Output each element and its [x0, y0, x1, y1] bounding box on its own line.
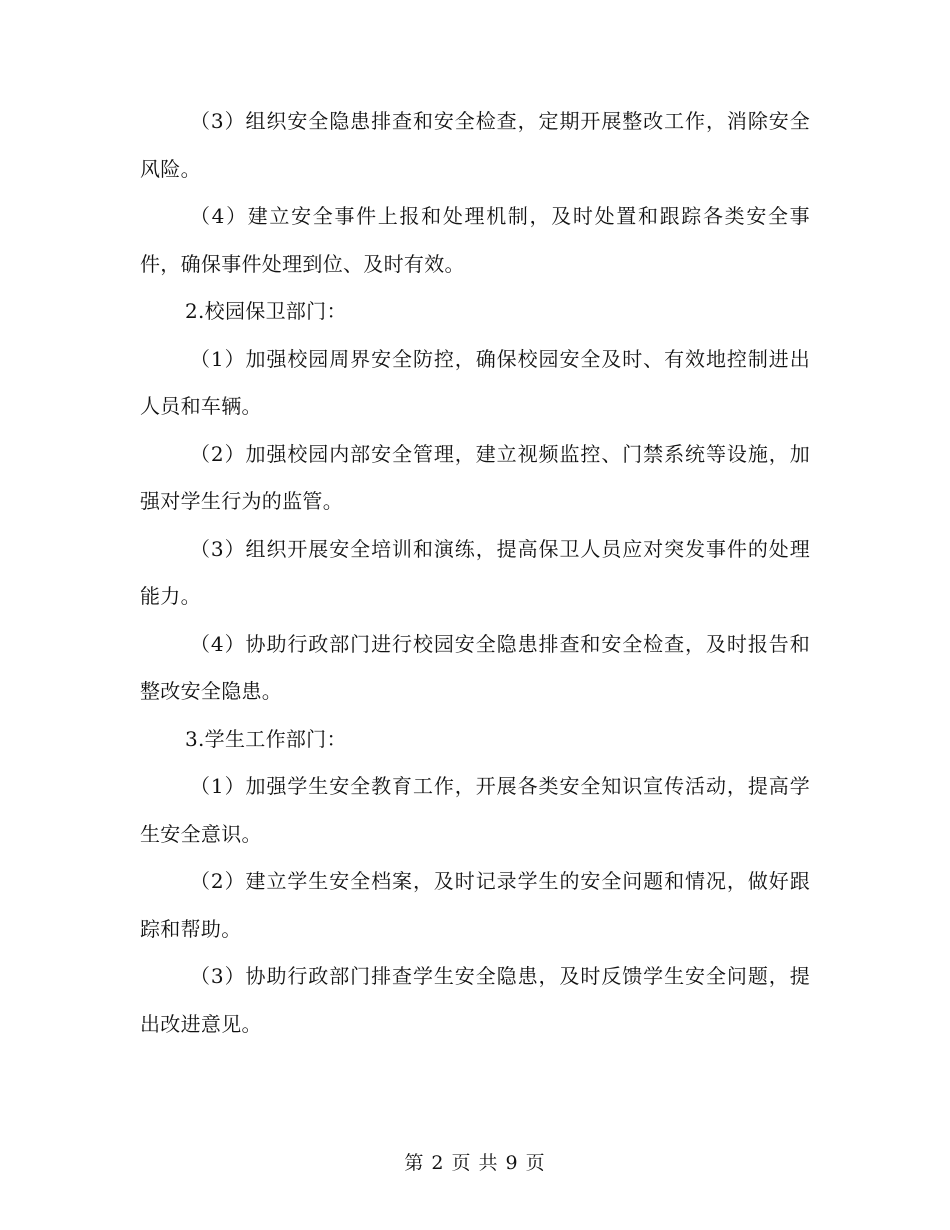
paragraph-security-item-2: （2）加强校园内部安全管理，建立视频监控、门禁系统等设施，加强对学生行为的监管。: [140, 441, 810, 513]
paragraph-security-item-1: （1）加强校园周界安全防控，确保校园安全及时、有效地控制进出人员和车辆。: [140, 346, 810, 418]
section-heading-security-dept: 2.校园保卫部门：: [185, 299, 347, 323]
page-number-footer: 第 2 页 共 9 页: [404, 1152, 546, 1174]
paragraph-student-item-1: （1）加强学生安全教育工作，开展各类安全知识宣传活动，提高学生安全意识。: [140, 774, 810, 846]
paragraph-student-item-2: （2）建立学生安全档案，及时记录学生的安全问题和情况，做好跟踪和帮助。: [140, 869, 810, 941]
paragraph-student-item-3: （3）协助行政部门排查学生安全隐患，及时反馈学生安全问题，提出改进意见。: [140, 964, 810, 1036]
document-body: [140, 98, 810, 1048]
paragraph-item-4-incident-reporting: （4）建立安全事件上报和处理机制，及时处置和跟踪各类安全事件，确保事件处理到位、及时有效。: [140, 204, 810, 276]
paragraph-security-item-4: （4）协助行政部门进行校园安全隐患排查和安全检查，及时报告和整改安全隐患。: [140, 631, 810, 703]
section-heading-student-affairs: 3.学生工作部门：: [185, 726, 347, 751]
paragraph-item-3-hazard-inspection: （3）组织安全隐患排查和安全检查，定期开展整改工作，消除安全风险。: [140, 109, 810, 181]
paragraph-security-item-3: （3）组织开展安全培训和演练，提高保卫人员应对突发事件的处理能力。: [140, 536, 810, 608]
